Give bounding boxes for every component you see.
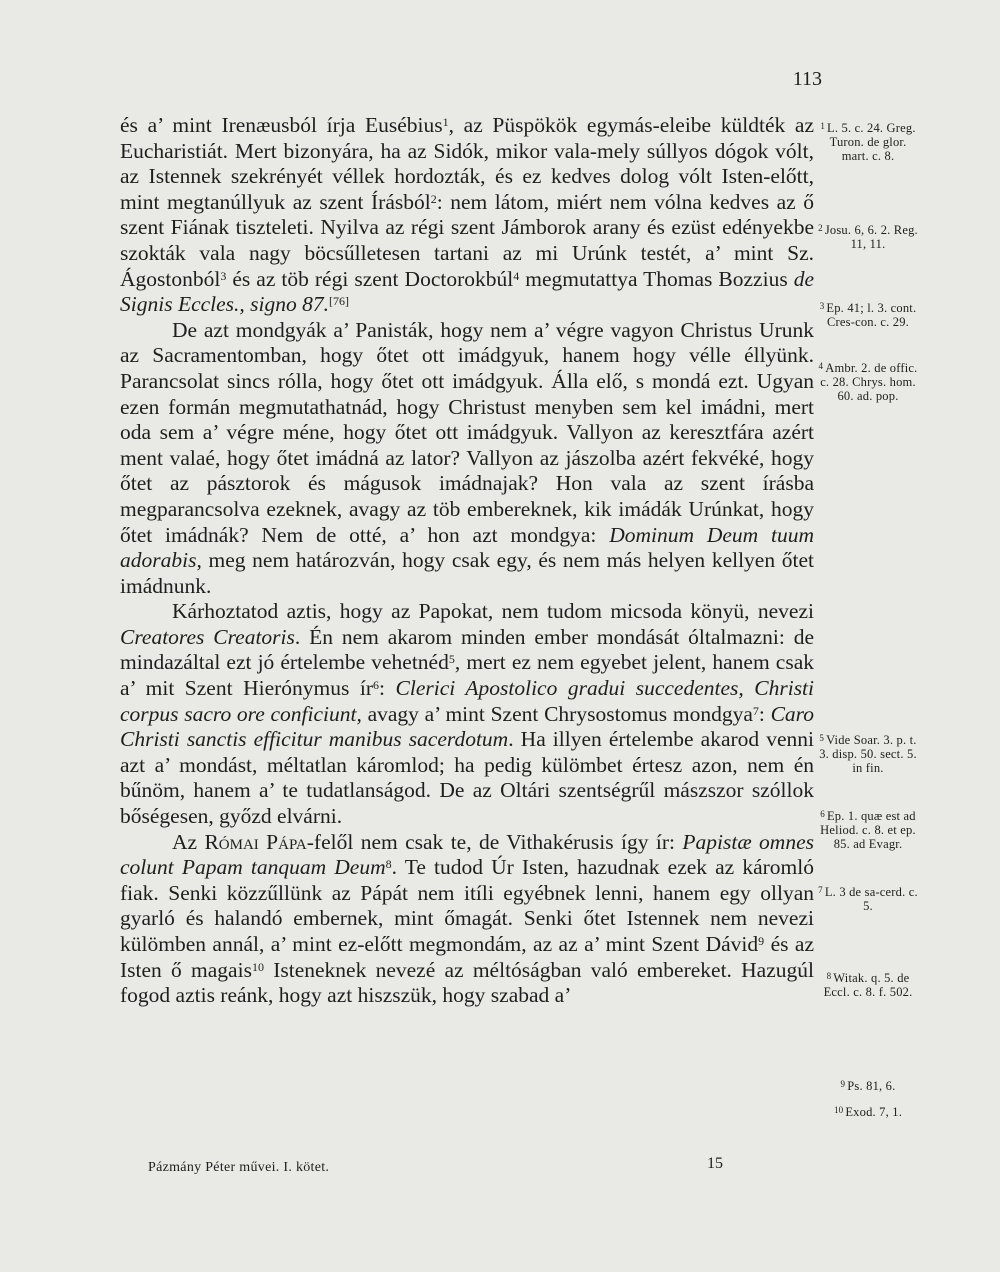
text-run: : bbox=[758, 701, 771, 726]
text-run: De azt mondgyák a’ Panisták, hogy nem a’ végre vagyon Christus Urunk az Sacramentomban, hogy őtet ott imádgyuk, hanem hogy vélle éllyünk. Parancsolat sincs rólla, hogy őtet ott imádgyuk. Álla elő, s mondá ezt. Ugyan ezen formán megmutathatnád, hogy Christust menyben sem kel imádni, mert oda sem a’ végre méne, hogy őtet ott imádgyuk. Vallyon az keresztfára azért ment valaé, hogy őtet imádná az lator? Vallyon az jászolba azért fekvéké, hogy őtet az pásztorok és mágusok imádnajak? Hon vala az szent írásba megparancsolva ezeknek, avagy az töb embereknek, kik imádák Urúnkat, hogy őtet imádnák? Nem de otté, a’ hon azt mondgya: bbox=[120, 317, 814, 547]
margin-note-8: $^8$ Witak. q. 5. de Eccl. c. 8. f. 502. bbox=[823, 971, 913, 999]
margin-note-6: $^6$ Ep. 1. quæ est ad Heliod. c. 8. et ep. 85. ad Evagr. bbox=[820, 809, 916, 851]
footnote-ref: 7 bbox=[752, 703, 759, 718]
text-run: és a’ mint Irenæusból írja Eusébius bbox=[120, 113, 443, 137]
footnote-ref: 4 bbox=[513, 268, 520, 283]
margin-note-3: $^3$ Ep. 41; l. 3. cont. Cres-con. c. 29. bbox=[819, 301, 917, 329]
text-run: Kárhoztatod aztis, hogy az Papokat, nem tudom micsoda könyü, nevezi bbox=[172, 599, 814, 624]
italic-text: Papistæ omnes colunt Papam tanquam Deum bbox=[120, 829, 814, 880]
paragraph bbox=[120, 830, 814, 1009]
text-run: : bbox=[379, 676, 396, 701]
footnote-ref: 9 bbox=[758, 934, 765, 948]
margin-note-2: $^2$ Josu. 6, 6. 2. Reg. 11, 11. bbox=[818, 223, 918, 251]
text-run: és az töb régi szent Doctorokbúl bbox=[226, 266, 514, 291]
footnote-ref: 3 bbox=[220, 268, 227, 283]
margin-note-4: $^4$ Ambr. 2. de offic. c. 28. Chrys. hom. 60. ad. pop. bbox=[818, 361, 918, 403]
text-run: megmutattya Thomas Bozzius bbox=[519, 266, 794, 291]
main-text bbox=[120, 113, 814, 1009]
footer-title: Pázmány Péter művei. I. kötet. bbox=[148, 1160, 330, 1175]
footnote-ref: 8 bbox=[385, 857, 392, 872]
margin-note-5: $^5$ Vide Soar. 3. p. t. 3. disp. 50. sect. 5. in fin. bbox=[819, 733, 917, 775]
italic-text: Caro Christi sanctis efficitur manibus sacerdotum bbox=[120, 701, 814, 752]
footnote-ref: 6 bbox=[373, 678, 380, 693]
text-run: , meg nem határozván, hogy csak egy, és nem más helyen kellyen őtet imádnunk. bbox=[120, 548, 814, 598]
text-run: . Én nem akarom minden ember mondását óltalmazni: de mindazáltal ezt jó értelembe vehetnéd bbox=[120, 624, 814, 675]
text-run: , mert ez nem egyebet jelent, hanem csak a’ mit Szent Hierónymus ír bbox=[120, 650, 814, 701]
margin-note-9: $^9$ Ps. 81, 6. bbox=[840, 1079, 896, 1093]
margin-note-1: $^1$ L. 5. c. 24. Greg. Turon. de glor. mart. c. 8. bbox=[820, 121, 916, 163]
footnote-ref: 2 bbox=[430, 191, 437, 206]
text-run: avagy a’ mint Szent Chrysostomus mondgya bbox=[361, 701, 753, 726]
page-number: 113 bbox=[792, 68, 822, 90]
text-run: -felől nem csak te, de Vithakérusis így ír: bbox=[306, 829, 683, 854]
italic-text: de Signis Eccles., signo 87. bbox=[120, 266, 815, 317]
italic-text: Creatores Creatoris bbox=[120, 624, 295, 649]
signature-mark: 15 bbox=[707, 1155, 723, 1172]
text-run: Isteneknek nevezé az méltóságban való embereket. Hazugúl fogod aztis reánk, hogy azt hiszszük, hogy szabad a’ bbox=[120, 957, 814, 1008]
footnote-ref: [76] bbox=[329, 294, 350, 309]
footnote-ref: 10 bbox=[251, 959, 264, 974]
text-run: . Te tudod Úr Isten, hazudnak ezek az káromló fiak. Senki közzűllünk az Pápát nem itíli egyébnek lenni, hanem egy ollyan gyarló és halandó embernek, mint őmagát. Senki őtet Istennek nem nevezi külömben annál, a’ mint ez-előtt megmondám, az az a’ mint Szent Dávid bbox=[120, 855, 814, 956]
paragraph bbox=[120, 113, 814, 318]
text-run: , az Püspökök egymás-eleibe küldték az Eucharistiát. Mert bizonyára, ha az Sidók, mikor vala-mely súllyos dógok vólt, az Istennek szekrényét véllek hordozták, és ez kedves dolog vólt Isten-előtt, mint megtanúllyuk az szent Írásból bbox=[120, 113, 814, 214]
footnote-ref: 1 bbox=[442, 115, 449, 129]
text-run: Az bbox=[172, 829, 205, 854]
footnote-ref: 5 bbox=[448, 652, 455, 667]
text-run: . Ha illyen értelembe akarod venni azt a’ mondást, méltatlan káromlod; ha pedig külömbet értesz azon, nem én bűnöm, hanem a’ te tudatlanságod. De az Oltári szentségrűl mászszor szóllok bőségesen, győzd elvárni. bbox=[120, 727, 814, 829]
paragraph bbox=[120, 318, 814, 600]
margin-note-10: $^{10}$ Exod. 7, 1. bbox=[833, 1105, 903, 1119]
text-run: : nem látom, miért nem vólna kedves az ő szent Fiának tiszteleti. Nyilva az régi szent Jámborok arany és ezüst edényekbe szokták vala nagy böcsűlletesen tartani az mi Urúnk testét, a’ mint Sz. Ágostonból bbox=[120, 189, 814, 291]
text-run: és az Isten ő magais bbox=[120, 932, 815, 982]
small-caps-text: Római Pápa bbox=[204, 829, 307, 854]
paragraph bbox=[120, 599, 814, 829]
margin-note-7: $^7$ L. 3 de sa-cerd. c. 5. bbox=[818, 885, 918, 913]
italic-text: Dominum Deum tuum adorabis bbox=[120, 522, 815, 573]
italic-text: Clerici Apostolico gradui succedentes, Christi corpus sacro ore conficiunt, bbox=[120, 676, 815, 726]
